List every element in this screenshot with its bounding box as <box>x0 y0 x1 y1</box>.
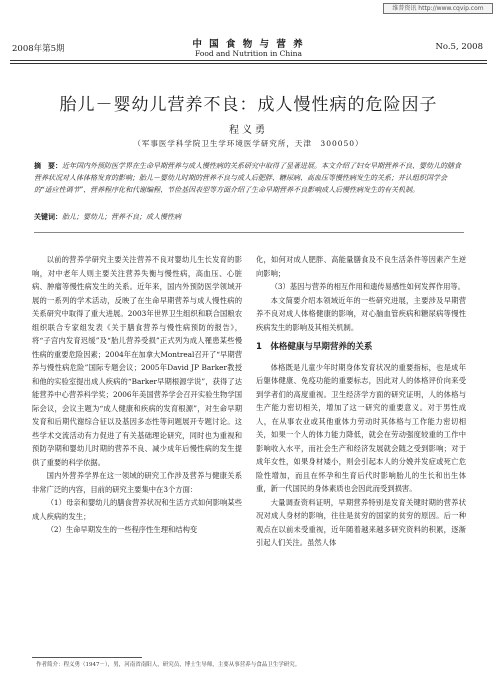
list-item: （2）生命早期发生的一些程序性生理和结构变 <box>46 525 198 534</box>
paragraph: 体格既是儿童少年时期身体发育状况的重要指标，也是成年后躯体健康、免疫功能的重要标志，因此对人的体格评价向来受到学者们的高度重视。卫生经济学方面的研究证明，人的体格与生产能力密切相关，增加了这一研究的重要意义。对于男性成人，在从事农业或其他重体力劳动时其体格与工作能力密切相关，如果一个人的体力能力降低，就会在劳动强度较重的工作中影响收入水平，而社会生产和经济发展就会随之受到影响；对于成年女性，如果身材矮小，则会引起本人的分娩并发症或死亡危险性增加，而且在怀孕和生育后代时影响胎儿的生长和出生体重，新一代国民的身体素质也会因此而受到损害。 <box>256 362 466 493</box>
paragraph: 大量调查资料证明，早期营养特别是发育关键时期的营养状况对成人身材的影响，往往是贫穷的国家的贫穷的原因。后一种观点在以前未受重视，近年随着越来越多研究资料的积累，逐渐引起人们关注。虽然人体 <box>256 497 466 547</box>
article-title: 胎儿－婴幼儿营养不良：成人慢性病的危险因子 <box>59 95 438 115</box>
header-divider-thin <box>10 63 487 64</box>
keywords-label: 关键词： <box>34 212 62 221</box>
paragraph: 国内外营养学界在这一领域的研究工作涉及营养与健康关系非常广泛的内容，目前的研究主要集中在3个方面： <box>32 471 242 494</box>
journal-name-english: Food and Nutrition in China <box>195 49 302 58</box>
header-divider <box>10 60 487 61</box>
paragraph: 以前的营养学研究主要关注营养不良对婴幼儿生长发育的影响，对中老年人则主要关注营养失衡与慢性病，高血压、心脏病、肿瘤等慢性病发生的关系。近年来，国内外预防医学领域开展的一系列的学术活动，反映了在生命早期营养与成人慢性病的关系研究中取得了重大进展。2003年世界卫生组织和联合国粮农组织联合专家组发表《关于膳食营养与慢性病预防的报告》，将“子宫内发育迟缓”及“胎儿营养受损”正式列为成人罹患某些慢性病的重要危险因素；2004年在加拿大Montreal召开了“早期营养与慢性病危险”国际专题会议；2005年David JP Barker教授和他的实验室提出成人疾病的“Barker早期根源学说”，获得了达能营养中心营养科学奖；2006年美国营养学会召开实验生物学国际会议，会议主题为“成人健康和疾病的发育根源”，对生命早期发育和后期代谢综合征以及基因多态性等问题展开专题讨论。这些学术交流活动有力促进了有关基础理论研究，同时也为重视和预防孕期和婴幼儿时期的营养不良、减少成年后慢性病的发生提供了重要的科学依据。 <box>32 255 242 467</box>
keywords-text: 胎儿；婴幼儿；营养不良；成人慢性病 <box>62 213 181 221</box>
watermark-stamp[interactable]: 维普资讯 http://www.cqvip.com <box>383 3 493 14</box>
body-column-right <box>256 253 466 550</box>
author-footnote: 作者简介：程义勇（1947－），男，河南省南阳人，研究员，博士生导师，主要从事营养与食品卫生学研究。 <box>36 662 301 668</box>
abstract-divider <box>34 232 464 233</box>
article-author: 程义勇 <box>229 125 268 136</box>
list-item: （3）基因与营养的相互作用和遗传易感性如何发挥作用等。 <box>270 282 465 291</box>
author-affiliation: （军事医学科学院卫生学环境医学研究所，天津 300050） <box>133 139 364 148</box>
abstract-text: 近年国内外预防医学界在生命早期营养与成人慢性病的关系研究中取得了显著进展。本文介绍了妇女早期营养不良、婴幼儿的膳食营养状况对人体体格发育的影响；胎儿－婴幼儿时期的营养不良与成人后肥胖、糖尿病、高血压等慢性病发生的关系；并认组织国学会的“适应性调节”、营养程序化和代谢编程、节俭基因表型等方面介绍了生命早期营养不良影响成人后慢性病发生的有关机制。 <box>34 162 461 194</box>
paragraph: 本文简要介绍本领域近年的一些研究进展，主要涉及早期营养不良对成人体格健康的影响，对心脑血管疾病和糖尿病等慢性疾病发生的影响及其相关机制。 <box>256 295 466 332</box>
footnote-divider <box>32 657 142 658</box>
paragraph: 化，如何对成人肥胖、高能量膳食及不良生活条件等因素产生逆向影响； <box>256 255 466 278</box>
section-heading: 1 体格健康与早期营养的关系 <box>256 342 373 352</box>
abstract-label: 摘 要： <box>34 161 62 170</box>
issue-date: 2008年第5期 <box>12 44 65 54</box>
journal-name: 中 国 食 物 与 营 养 <box>192 39 305 50</box>
abstract <box>34 160 464 196</box>
list-item: （1）母亲和婴幼儿的膳食营养状况和生活方式如何影响某些成人疾病的发生； <box>32 498 242 521</box>
issue-number: No.5, 2008 <box>435 42 483 52</box>
keywords <box>34 212 464 222</box>
body-column-left <box>32 253 242 537</box>
